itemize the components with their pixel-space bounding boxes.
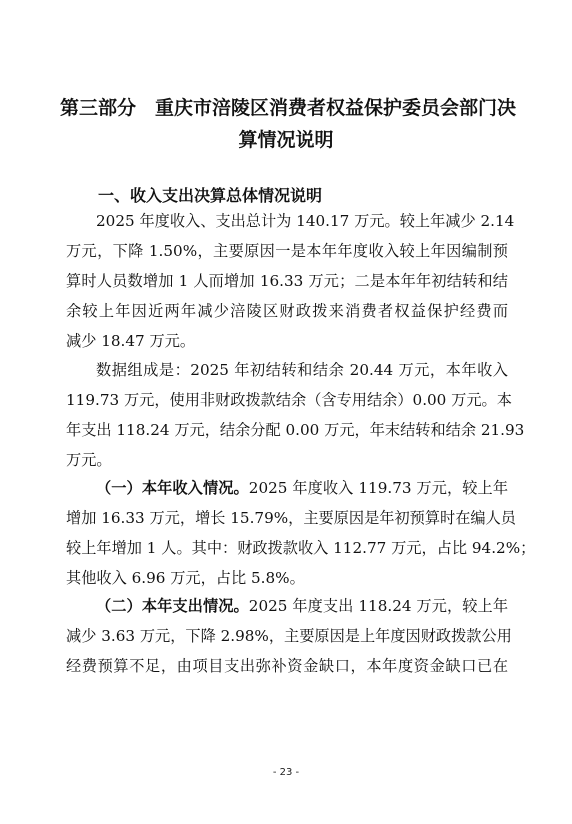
paragraph-expense-detail (66, 591, 512, 681)
title-line-2: 算情况说明 (238, 129, 334, 151)
text-line (66, 591, 508, 621)
text-line: 2025 年度收入、支出总计为 140.17 万元。较上年减少 2.14 (96, 212, 515, 230)
text-line: 119.73 万元，使用非财政拨款结余（含专用结余）0.00 万元。本 (66, 391, 512, 409)
text-line: 增加 16.33 万元，增长 15.79%，主要原因是年初预算时在编人员 (66, 509, 516, 527)
page-number: - 23 - (272, 767, 300, 778)
text-line: 年支出 118.24 万元，结余分配 0.00 万元，年末结转和结余 21.93 (66, 421, 525, 439)
page-title (60, 92, 517, 156)
text-line (66, 473, 508, 503)
subheading-income: （一）本年收入情况。 (96, 479, 249, 497)
text-line: 数据组成是：2025 年初结转和结余 20.44 万元，本年收入 (96, 361, 508, 379)
text-line: 万元，下降 1.50%，主要原因一是本年年度收入较上年因编制预 (66, 242, 508, 260)
section-heading: 一、收入支出决算总体情况说明 (98, 186, 323, 205)
text-line: 减少 3.63 万元，下降 2.98%，主要原因是上年度因财政拨款公用 (66, 627, 512, 645)
text-line: 经费预算不足，由项目支出弥补资金缺口，本年度资金缺口已在 (66, 657, 508, 675)
title-line-1: 第三部分 重庆市涪陵区消费者权益保护委员会部门决 (60, 97, 517, 119)
text-line: 减少 18.47 万元。 (66, 332, 196, 350)
text-line: 算时人员数增加 1 人而增加 16.33 万元；二是本年年初结转和结 (66, 272, 508, 290)
subheading-expense: （二）本年支出情况。 (96, 597, 249, 615)
text-line: 其他收入 6.96 万元，占比 5.8%。 (66, 569, 305, 587)
text-line: 余较上年因近两年减少涪陵区财政拨来消费者权益保护经费而 (66, 302, 508, 320)
text-line: 较上年增加 1 人。其中：财政拨款收入 112.77 万元，占比 94.2%； (66, 539, 536, 557)
paragraph-data-composition (66, 355, 525, 475)
text-segment: 2025 年度支出 118.24 万元，较上年 (248, 597, 509, 615)
paragraph-income-expense-summary (66, 206, 515, 356)
text-segment: 2025 年度收入 119.73 万元，较上年 (248, 479, 509, 497)
text-line: 万元。 (66, 451, 112, 469)
paragraph-income-detail (66, 473, 536, 593)
